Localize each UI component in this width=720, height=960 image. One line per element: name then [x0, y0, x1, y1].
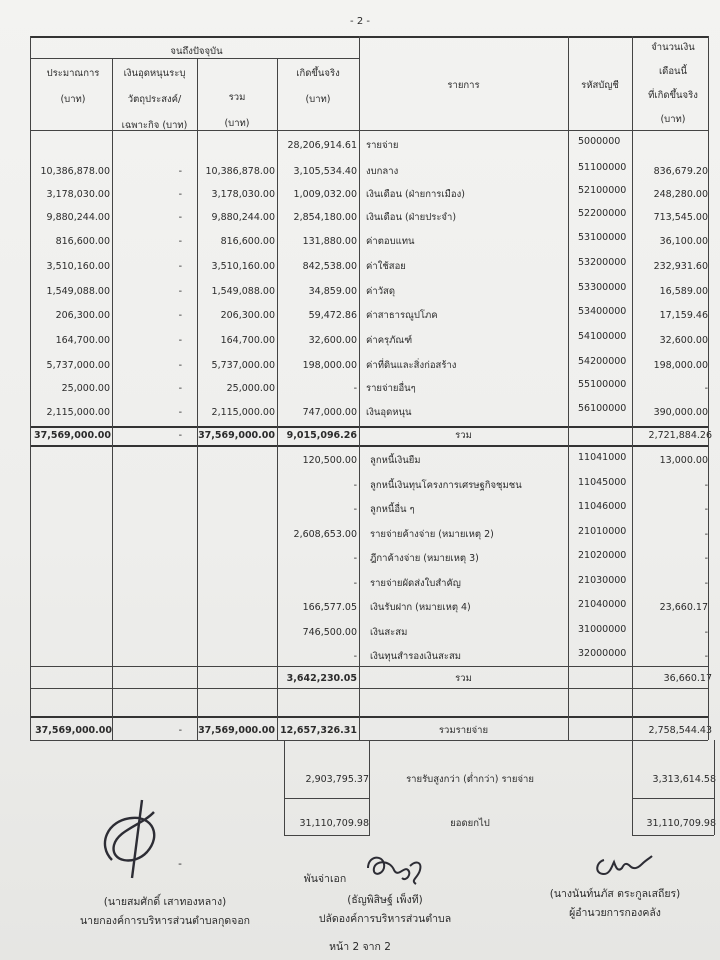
- footer-page-number: หน้า 2 จาก 2: [329, 941, 391, 953]
- budget-cell: 816,600.00: [55, 236, 110, 247]
- subsidy-cell: -: [178, 189, 182, 200]
- total-cell: 1,549,088.00: [211, 286, 275, 297]
- actual-cell: -: [353, 578, 357, 589]
- actual-cell: 28,206,914.61: [287, 140, 357, 151]
- item-cell: เงินเดือน (ฝ่ายประจำ): [366, 212, 457, 223]
- actual-cell: -: [353, 651, 357, 662]
- actual-cell: 747,000.00: [302, 407, 357, 418]
- actual-cell: 842,538.00: [302, 261, 357, 272]
- code-cell: 11045000: [578, 477, 627, 488]
- middle-signer-rank: พันจ่าเอก: [303, 873, 347, 885]
- header-total: รวม (บาท): [224, 92, 250, 129]
- code-cell: 5000000: [578, 136, 621, 147]
- item-cell: ค่าที่ดินและสิ่งก่อสร้าง: [366, 360, 457, 371]
- header-code: รหัสบัญชี: [581, 80, 619, 91]
- month-cell: 32,600.00: [659, 335, 708, 346]
- budget-cell: 10,386,878.00: [40, 166, 110, 177]
- month-cell: -: [704, 553, 708, 564]
- left-signature-mark: [92, 790, 182, 880]
- actual-cell: -: [353, 553, 357, 564]
- subsidy-cell: -: [178, 335, 182, 346]
- code-cell: 31000000: [578, 624, 627, 635]
- actual-cell: 198,000.00: [302, 360, 357, 371]
- item-cell: เงินเดือน (ฝ่ายการเมือง): [366, 189, 465, 200]
- month-cell: 390,000.00: [653, 407, 708, 418]
- month-cell: 198,000.00: [653, 360, 708, 371]
- code-cell: 53100000: [578, 232, 627, 243]
- actual-cell: 59,472.86: [308, 310, 357, 321]
- budget-cell: 1,549,088.00: [46, 286, 110, 297]
- month-cell: -: [704, 651, 708, 662]
- grand-total-actual: 12,657,326.31: [280, 725, 357, 736]
- right-signer-name: (นางนันท์นภัส ตระกูลเสถียร): [549, 888, 681, 900]
- code-cell: 32000000: [578, 648, 627, 659]
- code-cell: 53200000: [578, 257, 627, 268]
- item-cell: ค่าครุภัณฑ์: [366, 335, 413, 346]
- budget-cell: 25,000.00: [61, 383, 110, 394]
- month-cell: -: [704, 383, 708, 394]
- budget-cell: 3,178,030.00: [46, 189, 110, 200]
- total-cell: 5,737,000.00: [211, 360, 275, 371]
- code-cell: 21010000: [578, 526, 627, 537]
- item-cell: เงินอุดหนุน: [366, 407, 412, 418]
- subsidy-cell: -: [178, 360, 182, 371]
- month-cell: 13,000.00: [659, 455, 708, 466]
- actual-cell: 32,600.00: [308, 335, 357, 346]
- item-cell: ลูกหนี้อื่น ๆ: [370, 504, 415, 515]
- item-cell: ค่าตอบแทน: [366, 236, 415, 247]
- code-cell: 21030000: [578, 575, 627, 586]
- total-cell: 164,700.00: [220, 335, 275, 346]
- total-cell: 9,880,244.00: [211, 212, 275, 223]
- grand-total-budget: 37,569,000.00: [35, 725, 112, 736]
- actual-cell: 3,105,534.40: [293, 166, 357, 177]
- month-cell: 16,589.00: [659, 286, 708, 297]
- item-cell: ลูกหนี้เงินยืม: [370, 455, 421, 466]
- actual-cell: -: [353, 504, 357, 515]
- month-cell: -: [704, 529, 708, 540]
- month-cell: 232,931.60: [653, 261, 708, 272]
- item-cell: รายจ่ายค้างจ่าย (หมายเหตุ 2): [370, 529, 494, 540]
- item-cell: เงินสะสม: [370, 627, 408, 638]
- total-cell: 25,000.00: [226, 383, 275, 394]
- total-cell: 3,510,160.00: [211, 261, 275, 272]
- subsidy-cell: -: [178, 383, 182, 394]
- code-cell: 51100000: [578, 162, 627, 173]
- subsidy-cell: -: [178, 236, 182, 247]
- header-subsidy: เงินอุดหนุนระบุ วัตถุประสงค์/ เฉพาะกิจ (บาท): [121, 68, 188, 131]
- code-cell: 52200000: [578, 208, 627, 219]
- item-cell: ค่าสาธารณูปโภค: [366, 310, 438, 321]
- middle-signer-name: (ธัญพิสิษฐ์ เพ็งที): [347, 894, 423, 906]
- code-cell: 11041000: [578, 452, 627, 463]
- actual-cell: 120,500.00: [302, 455, 357, 466]
- subsidy-cell: -: [178, 261, 182, 272]
- budget-cell: 5,737,000.00: [46, 360, 110, 371]
- header-group: จนถึงปัจจุบัน: [170, 46, 223, 57]
- expense-total-budget: 37,569,000.00: [34, 430, 111, 441]
- expense-total-month: 2,721,884.26: [648, 430, 712, 441]
- month-cell: 836,679.20: [653, 166, 708, 177]
- carry-actual: 31,110,709.98: [299, 818, 369, 829]
- subsidy-cell: -: [178, 286, 182, 297]
- month-cell: -: [704, 627, 708, 638]
- budget-cell: 164,700.00: [55, 335, 110, 346]
- month-cell: -: [704, 480, 708, 491]
- grand-total-month: 2,758,544.43: [648, 725, 712, 736]
- item-cell: ลูกหนี้เงินทุนโครงการเศรษฐกิจชุมชน: [370, 480, 522, 491]
- header-budget: ประมาณการ (บาท): [46, 68, 100, 105]
- month-cell: 36,100.00: [659, 236, 708, 247]
- carry-label: ยอดยกไป: [450, 818, 490, 829]
- other-total-label: รวม: [455, 673, 472, 684]
- subsidy-cell: -: [178, 310, 182, 321]
- header-item: รายการ: [447, 80, 480, 91]
- other-total-month: 36,660.17: [663, 673, 712, 684]
- total-cell: 3,178,030.00: [211, 189, 275, 200]
- item-cell: เงินรับฝาก (หมายเหตุ 4): [370, 602, 471, 613]
- grand-total-total: 37,569,000.00: [198, 725, 275, 736]
- actual-cell: 34,859.00: [308, 286, 357, 297]
- subsidy-cell: -: [178, 407, 182, 418]
- actual-cell: 1,009,032.00: [293, 189, 357, 200]
- carry-month: 31,110,709.98: [646, 818, 716, 829]
- item-cell: เงินทุนสำรองเงินสะสม: [370, 651, 462, 662]
- other-total-actual: 3,642,230.05: [286, 673, 357, 684]
- total-cell: 206,300.00: [220, 310, 275, 321]
- budget-cell: 3,510,160.00: [46, 261, 110, 272]
- code-cell: 54100000: [578, 331, 627, 342]
- month-cell: -: [704, 504, 708, 515]
- page-number-top: - 2 -: [350, 16, 370, 27]
- item-cell: รายจ่ายอื่นๆ: [366, 383, 416, 394]
- header-actual: เกิดขึ้นจริง (บาท): [296, 68, 340, 105]
- actual-cell: -: [353, 383, 357, 394]
- total-cell: 2,115,000.00: [211, 407, 275, 418]
- code-cell: 52100000: [578, 185, 627, 196]
- right-signature-mark: [590, 848, 660, 882]
- actual-cell: -: [353, 480, 357, 491]
- header-month: จำนวนเงิน เดือนนี้ ที่เกิดขึ้นจริง (บาท): [648, 42, 698, 125]
- month-cell: 17,159.46: [659, 310, 708, 321]
- code-cell: 21040000: [578, 599, 627, 610]
- code-cell: 56100000: [578, 403, 627, 414]
- code-cell: 53400000: [578, 306, 627, 317]
- surplus-label: รายรับสูงกว่า (ต่ำกว่า) รายจ่าย: [406, 774, 534, 785]
- expense-total-label: รวม: [455, 430, 472, 441]
- actual-cell: 746,500.00: [302, 627, 357, 638]
- code-cell: 53300000: [578, 282, 627, 293]
- budget-cell: 206,300.00: [55, 310, 110, 321]
- item-cell: ค่าใช้สอย: [366, 261, 406, 272]
- actual-cell: 2,854,180.00: [293, 212, 357, 223]
- item-cell: รายจ่ายผัดส่งใบสำคัญ: [370, 578, 461, 589]
- item-cell: ค่าวัสดุ: [366, 286, 395, 297]
- actual-cell: 2,608,653.00: [293, 529, 357, 540]
- middle-signature-mark: [360, 848, 430, 888]
- expense-total-total: 37,569,000.00: [198, 430, 275, 441]
- subsidy-cell: -: [178, 212, 182, 223]
- expense-total-subsidy: -: [178, 430, 182, 441]
- total-cell: 816,600.00: [220, 236, 275, 247]
- subsidy-cell: -: [178, 166, 182, 177]
- item-cell: รายจ่าย: [366, 140, 399, 151]
- item-cell: ฎีกาค้างจ่าย (หมายเหตุ 3): [370, 553, 479, 564]
- item-cell: งบกลาง: [366, 166, 399, 177]
- code-cell: 21020000: [578, 550, 627, 561]
- left-signer-title: นายกองค์การบริหารส่วนตำบลกุดจอก: [80, 915, 250, 927]
- month-cell: -: [704, 578, 708, 589]
- total-cell: 10,386,878.00: [205, 166, 275, 177]
- month-cell: 23,660.17: [659, 602, 708, 613]
- code-cell: 11046000: [578, 501, 627, 512]
- right-signer-title: ผู้อำนวยการกองคลัง: [569, 907, 661, 919]
- middle-signer-title: ปลัดองค์การบริหารส่วนตำบล: [318, 913, 452, 925]
- left-signer-name: (นายสมศักดิ์ เสาทองหลาง): [103, 896, 227, 908]
- budget-cell: 2,115,000.00: [46, 407, 110, 418]
- month-cell: 713,545.00: [653, 212, 708, 223]
- left-dash: -: [178, 858, 182, 870]
- grand-total-subsidy: -: [178, 725, 182, 736]
- grand-total-label: รวมรายจ่าย: [438, 725, 489, 736]
- surplus-month: 3,313,614.58: [652, 774, 716, 785]
- budget-cell: 9,880,244.00: [46, 212, 110, 223]
- expense-total-actual: 9,015,096.26: [286, 430, 357, 441]
- code-cell: 54200000: [578, 356, 627, 367]
- actual-cell: 131,880.00: [302, 236, 357, 247]
- actual-cell: 166,577.05: [302, 602, 357, 613]
- month-cell: 248,280.00: [653, 189, 708, 200]
- surplus-actual: 2,903,795.37: [305, 774, 369, 785]
- code-cell: 55100000: [578, 379, 627, 390]
